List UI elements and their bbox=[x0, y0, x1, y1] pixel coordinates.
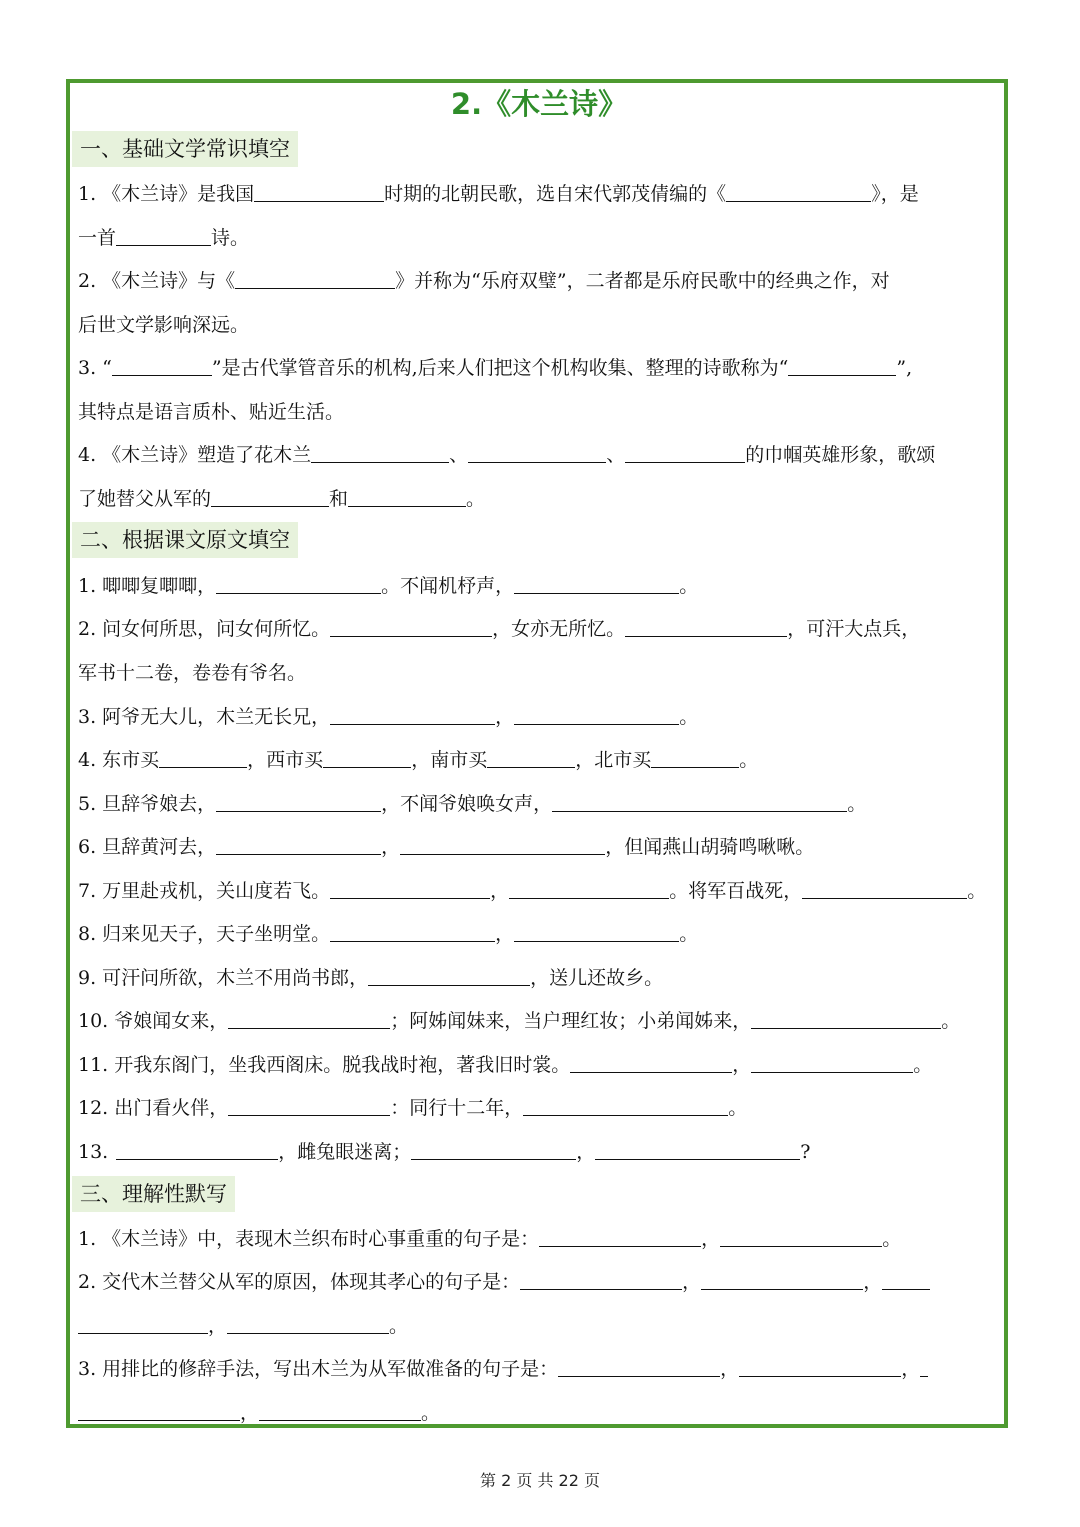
question-text: 。不闻机杼声， bbox=[381, 575, 515, 597]
question-text: 军书十二卷，卷卷有爷名。 bbox=[78, 662, 307, 684]
question-text: 。 bbox=[941, 1010, 961, 1032]
blank bbox=[228, 1010, 390, 1029]
question-text: 3. “ bbox=[78, 357, 112, 379]
question-2-5 bbox=[78, 792, 1004, 816]
question-text: 的巾帼英雄形象，歌颂 bbox=[745, 444, 936, 466]
question-text: ， bbox=[682, 1271, 702, 1293]
question-text: 。 bbox=[679, 923, 699, 945]
blank bbox=[514, 706, 679, 725]
question-text: ， bbox=[901, 1358, 921, 1380]
blank bbox=[651, 749, 739, 768]
question-text: 。 bbox=[421, 1402, 441, 1424]
question-1-4-line-2 bbox=[78, 487, 1004, 511]
question-text: ， bbox=[732, 1054, 752, 1076]
question-text: ：同行十二年， bbox=[390, 1097, 524, 1119]
question-2-4 bbox=[78, 748, 1004, 772]
question-text: 时期的北朝民歌，选自宋代郭茂倩编的《 bbox=[384, 183, 727, 205]
question-text: 8. 归来见天子，天子坐明堂。 bbox=[78, 923, 331, 945]
blank bbox=[726, 183, 871, 202]
blank bbox=[116, 227, 211, 246]
question-2-8 bbox=[78, 922, 1004, 946]
blank bbox=[159, 749, 247, 768]
question-text: 13. bbox=[78, 1141, 109, 1163]
question-3-2-line-2 bbox=[78, 1314, 1004, 1338]
blank bbox=[523, 1097, 728, 1116]
question-1-2-line-1 bbox=[78, 269, 1004, 293]
blank bbox=[701, 1271, 863, 1290]
question-text: 2. 交代木兰替父从军的原因，体现其孝心的句子是： bbox=[78, 1271, 521, 1293]
section-heading-1: 一、基础文学常识填空 bbox=[72, 131, 298, 167]
question-1-1-line-2 bbox=[78, 226, 1004, 250]
blank bbox=[751, 1010, 941, 1029]
blank bbox=[112, 357, 212, 376]
question-text: 。 bbox=[389, 1315, 409, 1337]
question-3-3-line-1 bbox=[78, 1357, 1004, 1381]
blank bbox=[254, 183, 384, 202]
question-text: 》，是 bbox=[871, 183, 919, 205]
question-text: ，雌兔眼迷离； bbox=[278, 1141, 412, 1163]
blank bbox=[78, 1315, 208, 1334]
worksheet-title: 2.《木兰诗》 bbox=[450, 87, 628, 121]
blank bbox=[520, 1271, 682, 1290]
question-3-2-line-1 bbox=[78, 1270, 1004, 1294]
question-text: 12. 出门看火伴， bbox=[78, 1097, 229, 1119]
question-2-2-line-1 bbox=[78, 617, 1004, 641]
question-text: 、 bbox=[449, 444, 469, 466]
question-text: ， bbox=[490, 880, 510, 902]
question-text: 》并称为“乐府双璧”，二者都是乐府民歌中的经典之作，对 bbox=[395, 270, 890, 292]
blank bbox=[595, 1141, 800, 1160]
question-2-1 bbox=[78, 574, 1004, 598]
question-text: 2. 《木兰诗》与《 bbox=[78, 270, 236, 292]
question-text: 。 bbox=[728, 1097, 748, 1119]
question-text: 诗。 bbox=[211, 227, 250, 249]
blank bbox=[625, 444, 745, 463]
question-text: ， bbox=[495, 706, 515, 728]
question-3-3-line-2 bbox=[78, 1401, 1004, 1425]
blank bbox=[802, 880, 967, 899]
question-2-3 bbox=[78, 705, 1004, 729]
question-text: 了她替父从军的 bbox=[78, 488, 212, 510]
question-text: ”, bbox=[896, 357, 913, 379]
blank bbox=[720, 1228, 882, 1247]
question-text: ，但闻燕山胡骑鸣啾啾。 bbox=[605, 836, 815, 858]
question-text: 3. 阿爷无大儿，木兰无长兄， bbox=[78, 706, 331, 728]
question-text: 6. 旦辞黄河去， bbox=[78, 836, 217, 858]
question-text: 和 bbox=[329, 488, 349, 510]
question-2-12 bbox=[78, 1096, 1004, 1120]
question-text: 2. 问女何所思，问女何所忆。 bbox=[78, 618, 331, 640]
question-text: 4. 《木兰诗》塑造了花木兰 bbox=[78, 444, 312, 466]
question-text: ，西市买 bbox=[247, 749, 324, 771]
blank bbox=[920, 1358, 928, 1377]
question-text: ， bbox=[240, 1402, 260, 1424]
question-text: 。 bbox=[847, 793, 867, 815]
question-1-3-line-1 bbox=[78, 356, 1004, 380]
blank bbox=[625, 618, 787, 637]
blank bbox=[882, 1271, 930, 1290]
question-2-9 bbox=[78, 966, 1004, 990]
blank bbox=[788, 357, 896, 376]
blank bbox=[330, 880, 490, 899]
blank bbox=[348, 488, 466, 507]
question-1-3-line-2 bbox=[78, 400, 1004, 424]
blank bbox=[323, 749, 411, 768]
question-text: 1. 《木兰诗》中，表现木兰织布时心事重重的句子是： bbox=[78, 1228, 540, 1250]
question-text: 。 bbox=[882, 1228, 902, 1250]
blank bbox=[411, 1141, 576, 1160]
question-2-6 bbox=[78, 835, 1004, 859]
blank bbox=[211, 488, 329, 507]
section-heading-3: 三、理解性默写 bbox=[72, 1176, 235, 1212]
blank bbox=[468, 444, 606, 463]
question-text: 9. 可汗问所欲，木兰不用尚书郎， bbox=[78, 967, 369, 989]
blank bbox=[739, 1358, 901, 1377]
question-text: ， bbox=[495, 923, 515, 945]
question-text: ”是古代掌管音乐的机构,后来人们把这个机构收集、整理的诗歌称为“ bbox=[211, 357, 789, 379]
question-2-2-line-2 bbox=[78, 661, 1004, 685]
question-text: 1. 唧唧复唧唧， bbox=[78, 575, 217, 597]
question-text: ，南市买 bbox=[411, 749, 488, 771]
question-text: 3. 用排比的修辞手法，写出木兰为从军做准备的句子是： bbox=[78, 1358, 559, 1380]
blank bbox=[228, 1097, 390, 1116]
question-text: ；阿姊闻妹来，当户理红妆；小弟闻姊来， bbox=[390, 1010, 752, 1032]
question-text: ， bbox=[863, 1271, 883, 1293]
blank bbox=[216, 575, 381, 594]
question-text: 。 bbox=[466, 488, 486, 510]
blank bbox=[751, 1054, 913, 1073]
question-2-7 bbox=[78, 879, 1004, 903]
question-3-1 bbox=[78, 1227, 1004, 1251]
question-text: 。 bbox=[679, 706, 699, 728]
question-text: 后世文学影响深远。 bbox=[78, 314, 250, 336]
question-text: ? bbox=[800, 1141, 811, 1163]
blank bbox=[487, 749, 575, 768]
blank bbox=[311, 444, 449, 463]
question-text: 其特点是语言质朴、贴近生活。 bbox=[78, 401, 345, 423]
blank bbox=[570, 1054, 732, 1073]
question-text: ，送儿还故乡。 bbox=[530, 967, 664, 989]
question-1-1-line-1 bbox=[78, 182, 1004, 206]
question-2-10 bbox=[78, 1009, 1004, 1033]
question-text: 。 bbox=[739, 749, 759, 771]
blank bbox=[330, 706, 495, 725]
question-text: 。 bbox=[679, 575, 699, 597]
blank bbox=[539, 1228, 701, 1247]
blank bbox=[514, 923, 679, 942]
blank bbox=[552, 793, 847, 812]
question-text: ，北市买 bbox=[575, 749, 652, 771]
blank bbox=[259, 1402, 421, 1421]
question-text: 。将军百战死， bbox=[669, 880, 803, 902]
question-text: 。 bbox=[913, 1054, 933, 1076]
question-text: 、 bbox=[606, 444, 626, 466]
blank bbox=[330, 618, 492, 637]
question-2-13 bbox=[78, 1140, 1004, 1164]
question-2-11 bbox=[78, 1053, 1004, 1077]
blank bbox=[216, 793, 381, 812]
question-text: ， bbox=[701, 1228, 721, 1250]
question-text: 4. 东市买 bbox=[78, 749, 160, 771]
blank bbox=[227, 1315, 389, 1334]
question-text: 。 bbox=[967, 880, 987, 902]
blank bbox=[400, 836, 605, 855]
question-text: ， bbox=[576, 1141, 596, 1163]
blank bbox=[116, 1141, 278, 1160]
blank bbox=[78, 1402, 240, 1421]
question-text: 一首 bbox=[78, 227, 117, 249]
blank bbox=[368, 967, 530, 986]
blank bbox=[558, 1358, 720, 1377]
blank bbox=[509, 880, 669, 899]
question-1-4-line-1 bbox=[78, 443, 1004, 467]
blank bbox=[235, 270, 395, 289]
question-text: 1. 《木兰诗》是我国 bbox=[78, 183, 255, 205]
question-text: ，女亦无所忆。 bbox=[492, 618, 626, 640]
question-1-2-line-2 bbox=[78, 313, 1004, 337]
question-text: ， bbox=[381, 836, 401, 858]
question-text: ，可汗大点兵， bbox=[787, 618, 921, 640]
page-number: 第 2 页 共 22 页 bbox=[480, 1471, 600, 1490]
question-text: ， bbox=[208, 1315, 228, 1337]
section-heading-2: 二、根据课文原文填空 bbox=[72, 522, 298, 558]
question-text: 11. 开我东阁门，坐我西阁床。脱我战时袍，著我旧时裳。 bbox=[78, 1054, 571, 1076]
blank bbox=[330, 923, 495, 942]
question-text: 7. 万里赴戎机，关山度若飞。 bbox=[78, 880, 331, 902]
question-text: 5. 旦辞爷娘去， bbox=[78, 793, 217, 815]
question-text: ， bbox=[720, 1358, 740, 1380]
question-text: ，不闻爷娘唤女声， bbox=[381, 793, 553, 815]
blank bbox=[514, 575, 679, 594]
question-text: 10. 爷娘闻女来， bbox=[78, 1010, 229, 1032]
blank bbox=[216, 836, 381, 855]
